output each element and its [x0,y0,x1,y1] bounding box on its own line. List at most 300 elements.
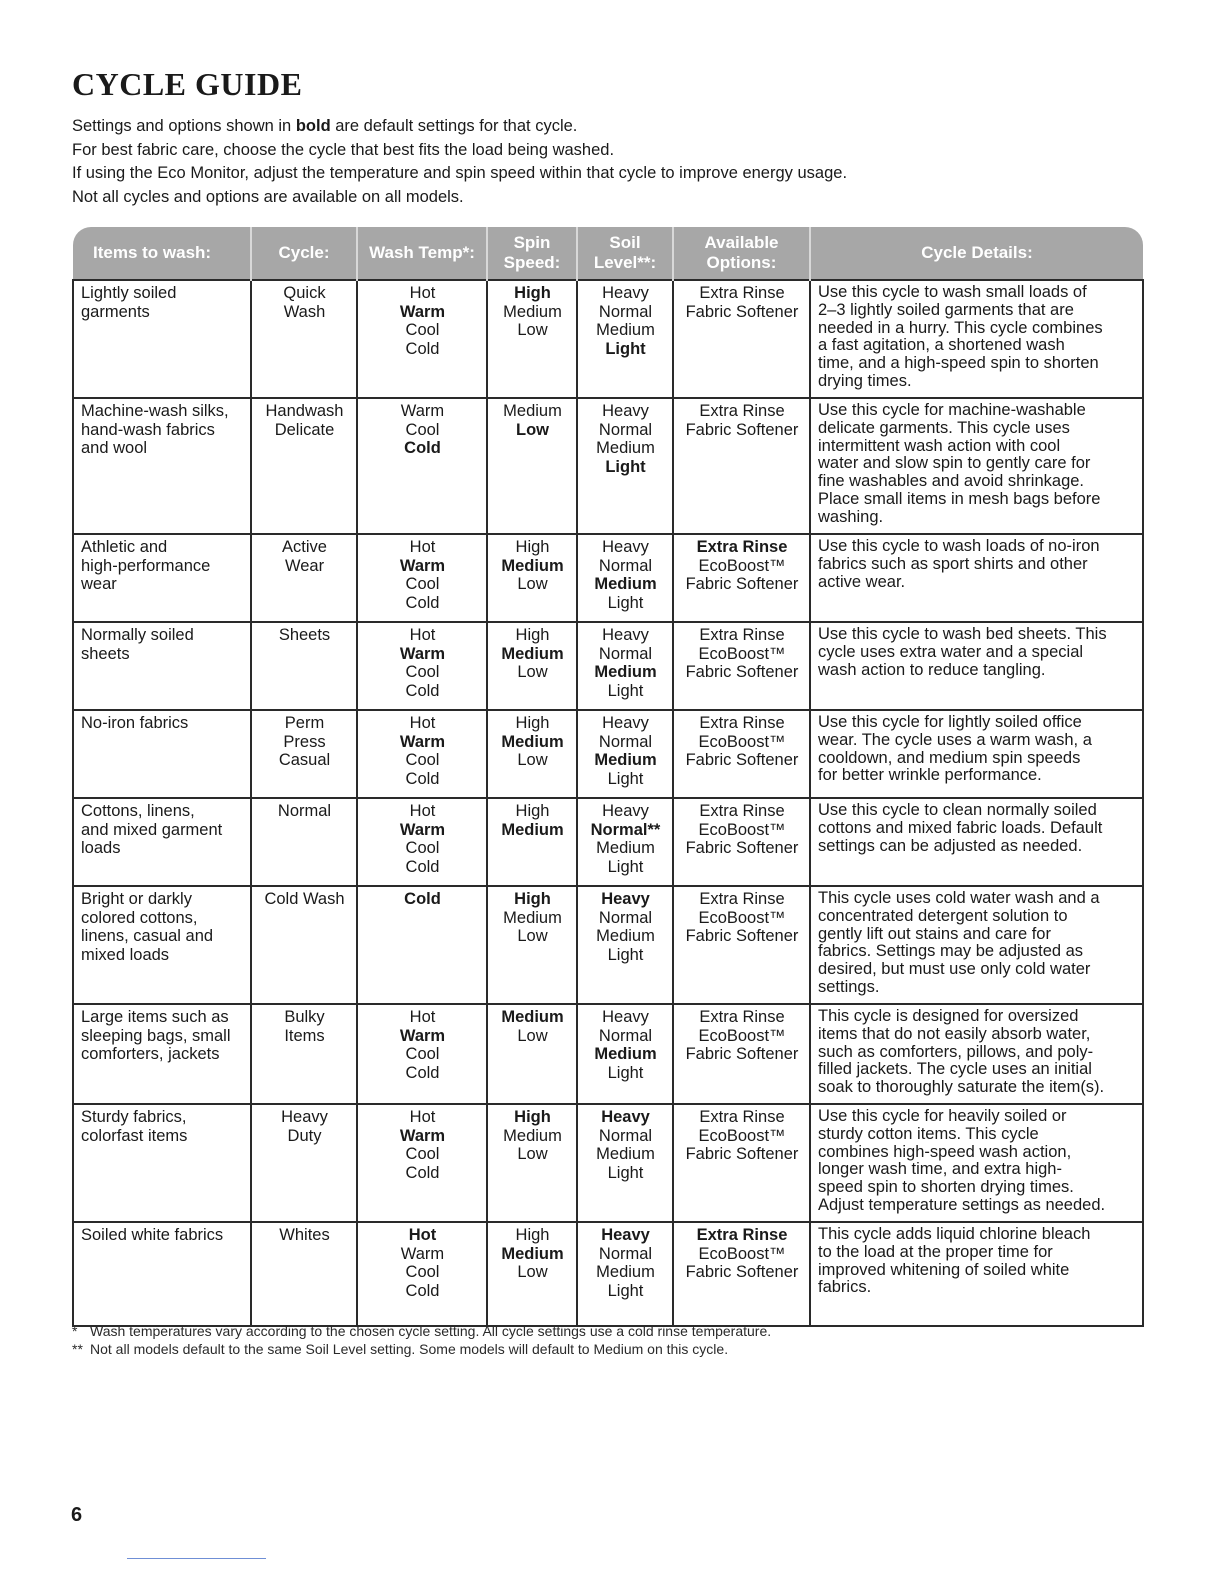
cell-line: Fabric Softener [685,1045,799,1063]
soil-level-cell [577,1004,673,1104]
cell-line: Medium [503,908,562,927]
cell-line: Light [607,945,644,964]
cell-line: Sheets [278,626,331,644]
cell-line: Medium [501,732,564,751]
cell-line: Extra Rinse [696,1226,788,1244]
details-cell [810,886,1143,1004]
table-row [73,798,1143,886]
cycle-cell [251,710,357,798]
cell-line: Duty [287,1126,322,1145]
spin-speed-cell [487,1004,577,1104]
cell-line: Cold [405,1281,440,1300]
cell-line: intermittent wash action with cool [818,436,1061,455]
cell-line: Extra Rinse [699,284,785,302]
cell-line: time, and a high-speed spin to shorten [818,354,1099,373]
table-row [73,622,1143,710]
options-cell [673,1222,810,1326]
cell-line: Fabric Softener [685,575,799,593]
table-row [73,1222,1143,1326]
cell-line: Heavy [601,1226,650,1244]
cell-line: Warm [399,644,446,663]
cell-line: Normal [598,556,653,575]
header-cycle-details: Cycle Details: [810,227,1143,280]
spin-speed-cell [487,534,577,622]
cell-line: high-performance [81,556,211,575]
items-cell [73,798,251,886]
cell-line: Fabric Softener [685,1145,799,1163]
cell-line: Medium [596,439,655,457]
cell-line: Extra Rinse [699,802,785,820]
cell-line: cooldown, and medium spin speeds [818,748,1081,767]
cycle-guide-table [72,227,1144,1327]
cell-line: Fabric Softener [685,420,799,439]
cell-line: Lightly soiled [81,284,177,302]
soil-level-cell [577,886,673,1004]
cell-line: Normal** [590,820,661,839]
cell-line: This cycle uses cold water wash and a [818,889,1100,907]
cell-line: Extra Rinse [699,402,785,420]
footnote [72,1322,771,1340]
cell-line: Low [517,927,548,945]
cell-line: gently lift out stains and care for [818,924,1051,943]
details-cell [810,280,1143,398]
cell-line: washing. [818,507,884,526]
cell-line: Delicate [274,420,335,439]
cell-line: items that do not easily absorb water, [818,1024,1091,1043]
items-cell [73,1004,251,1104]
cell-line: 2–3 lightly soiled garments that are [818,300,1074,319]
options-cell [673,710,810,798]
cell-line: Medium [501,644,564,663]
table-row [73,1004,1143,1104]
cell-line: Extra Rinse [699,714,785,732]
cell-line: Cool [405,751,440,769]
cell-line: sheets [81,644,130,663]
cell-line: Normal [598,1244,653,1263]
cell-line: Light [607,681,644,700]
header-items-to-wash: Items to wash: [73,227,251,280]
cell-line: Cold [405,857,440,876]
cell-line: Cold [405,1163,440,1182]
wash-temp-cell [357,886,487,1004]
cycle-cell [251,622,357,710]
cell-line: Heavy [602,402,649,420]
cell-line: fabrics. Settings may be adjusted as [818,942,1084,961]
cell-line: Cold [405,593,440,612]
cell-line: Medium [503,1126,562,1145]
cell-line: EcoBoost™ [698,1026,786,1045]
cell-line: EcoBoost™ [698,644,786,663]
cell-line: Low [517,1145,548,1163]
cell-line: Normally soiled [81,626,194,644]
cell-line: Heavy [602,538,649,556]
cell-line: Handwash [265,402,344,420]
cell-line: to the load at the proper time for [818,1242,1053,1261]
wash-temp-cell [357,398,487,534]
intro-text [72,115,847,209]
cell-line: Light [607,1281,644,1300]
footnote [72,1340,771,1358]
cell-line: Cold [404,439,441,457]
cell-line: Use this cycle to clean normally soiled [818,801,1097,819]
cell-line: Low [517,575,548,593]
cell-line: Cold [405,681,440,700]
cell-line: needed in a hurry. This cycle combines [818,318,1103,337]
spin-speed-cell [487,398,577,534]
cell-line: Active [282,538,327,556]
intro-line: Settings and options shown in bold are default settings for that cycle. [72,117,578,135]
cell-line: Normal [598,302,653,321]
cell-line: High [515,538,550,556]
table-row [73,398,1143,534]
cell-line: wear. The cycle uses a warm wash, a [818,730,1092,749]
cell-line: Heavy [602,802,649,820]
cell-line: Cool [405,321,440,339]
header-wash-temp: Wash Temp*: [357,227,487,280]
cell-line: Heavy [601,1108,650,1126]
cell-line: settings. [818,977,880,996]
cell-line: Medium [596,1263,655,1281]
cell-line: High [515,626,550,644]
intro-line: For best fabric care, choose the cycle that best fits the load being washed. [72,140,615,159]
soil-level-cell [577,280,673,398]
cell-line: Extra Rinse [696,538,788,556]
cell-line: Light [607,769,644,788]
cell-line: Fabric Softener [685,663,799,681]
cell-line: This cycle adds liquid chlorine bleach [818,1225,1091,1243]
wash-temp-cell [357,534,487,622]
cell-line: Heavy [602,284,649,302]
cell-line: Normal [277,802,332,820]
cell-line: Medium [501,820,564,839]
cell-line: Bright or darkly [81,890,192,908]
cell-line: EcoBoost™ [698,1244,786,1263]
cell-line: Wash [283,302,326,321]
cell-line: Warm [399,1126,446,1145]
cell-line: Low [517,751,548,769]
cell-line: sleeping bags, small [81,1026,231,1045]
soil-level-cell [577,1222,673,1326]
cell-line: Light [607,593,644,612]
cell-line: Light [605,457,646,476]
cell-line: Cold [405,769,440,788]
cell-line: wear [81,575,117,593]
table-body [73,280,1143,1326]
cell-line: wash action to reduce tangling. [818,660,1046,679]
spin-speed-cell [487,622,577,710]
options-cell [673,1104,810,1222]
header-spin-speed: Spin Speed: [487,227,577,280]
wash-temp-cell [357,622,487,710]
cell-line: cottons and mixed fabric loads. Default [818,818,1103,837]
cell-line: Normal [598,1026,653,1045]
cell-line: improved whitening of soiled white [818,1260,1070,1279]
cell-line: Medium [594,663,657,681]
cell-line: Machine-wash silks, [81,402,229,420]
cell-line: High [515,714,550,732]
cell-line: Hot [409,714,436,732]
wash-temp-cell [357,1222,487,1326]
cell-line: Light [605,339,646,358]
cell-line: Soiled white fabrics [81,1226,224,1244]
details-cell [810,710,1143,798]
cell-line: Adjust temperature settings as needed. [818,1195,1106,1214]
cell-line: EcoBoost™ [698,820,786,839]
cycle-cell [251,534,357,622]
cell-line: Wear [284,556,325,575]
options-cell [673,886,810,1004]
cell-line: Hot [409,1108,436,1126]
options-cell [673,280,810,398]
cell-line: Low [517,1263,548,1281]
cell-line: active wear. [818,572,906,591]
details-cell [810,1004,1143,1104]
footer-rule [127,1558,266,1559]
cell-line: Cold Wash [264,890,345,908]
cell-line: and wool [81,439,148,457]
cell-line: Light [607,1163,644,1182]
cell-line: Heavy [602,1008,649,1026]
soil-level-cell [577,622,673,710]
cell-line: Light [607,857,644,876]
intro-line: Not all cycles and options are available on all models. [72,187,464,206]
intro-line: If using the Eco Monitor, adjust the temperature and spin speed within that cycle to improve energy usage. [72,164,848,182]
cell-line: Medium [596,927,655,945]
table-row [73,534,1143,622]
cell-line: Medium [596,1145,655,1163]
cell-line: water and slow spin to gently care for [818,454,1091,473]
cell-line: fine washables and avoid shrinkage. [818,472,1085,491]
wash-temp-cell [357,1004,487,1104]
cell-line: speed spin to shorten drying times. [818,1178,1074,1197]
cell-line: Hot [409,626,436,644]
cell-line: Heavy [281,1108,328,1126]
cell-line: Extra Rinse [699,626,785,644]
cell-line: Extra Rinse [699,1008,785,1026]
cell-line: longer wash time, and extra high- [818,1160,1062,1179]
items-cell [73,886,251,1004]
soil-level-cell [577,798,673,886]
cell-line: Use this cycle for machine-washable [818,401,1086,419]
cell-line: Cold [405,339,440,358]
spin-speed-cell [487,710,577,798]
cell-line: Heavy [602,714,649,732]
cycle-cell [251,886,357,1004]
cell-line: Normal [598,1126,653,1145]
header-cycle: Cycle: [251,227,357,280]
cell-line: Cold [405,1063,440,1082]
cell-line: Warm [400,1244,445,1263]
cell-line: Medium [501,1008,564,1026]
cell-line: Medium [503,402,562,420]
cycle-cell [251,280,357,398]
header-soil-level: Soil Level**: [577,227,673,280]
details-cell [810,398,1143,534]
soil-level-cell [577,398,673,534]
spin-speed-cell [487,1222,577,1326]
cell-line: Normal [598,908,653,927]
cell-line: Bulky [284,1008,325,1026]
cell-line: loads [81,839,121,857]
options-cell [673,534,810,622]
cell-line: Normal [598,644,653,663]
cycle-cell [251,398,357,534]
cell-line: comforters, jackets [81,1045,220,1063]
cell-line: delicate garments. This cycle uses [818,418,1070,437]
spin-speed-cell [487,798,577,886]
cell-line: Cool [405,1263,440,1281]
cell-line: Warm [399,556,446,575]
footnote-text: Not all models default to the same Soil Level setting. Some models will default to Medium on this cycle. [90,1341,729,1357]
cell-line: linens, casual and [81,927,214,945]
page-number: 6 [71,1504,83,1526]
cell-line: EcoBoost™ [698,732,786,751]
cell-line: Fabric Softener [685,839,799,857]
options-cell [673,1004,810,1104]
spin-speed-cell [487,1104,577,1222]
details-cell [810,1104,1143,1222]
soil-level-cell [577,1104,673,1222]
header-available-options: Available Options: [673,227,810,280]
cell-line: Use this cycle for heavily soiled or [818,1107,1067,1125]
cell-line: No-iron fabrics [81,714,189,732]
cell-line: Use this cycle to wash bed sheets. This [818,625,1107,643]
cell-line: Large items such as [81,1008,229,1026]
spin-speed-cell [487,886,577,1004]
cell-line: Medium [501,556,564,575]
cell-line: Cottons, linens, [81,802,195,820]
cell-line: Medium [501,1244,564,1263]
cell-line: Medium [594,751,657,769]
footnote-text: Wash temperatures vary according to the chosen cycle setting. All cycle settings use a cold rinse temperature. [90,1323,772,1339]
cycle-cell [251,1222,357,1326]
cell-line: colorfast items [81,1126,188,1145]
items-cell [73,710,251,798]
soil-level-cell [577,534,673,622]
cell-line: This cycle is designed for oversized [818,1007,1079,1025]
cell-line: Athletic and [81,538,168,556]
cell-line: Heavy [602,626,649,644]
options-cell [673,398,810,534]
cell-line: Fabric Softener [685,1263,799,1281]
cell-line: fabrics. [818,1278,872,1297]
wash-temp-cell [357,710,487,798]
cell-line: Hot [409,802,436,820]
footnotes [72,1322,771,1358]
cell-line: Extra Rinse [699,1108,785,1126]
cell-line: Medium [596,839,655,857]
cell-line: EcoBoost™ [698,1126,786,1145]
cycle-cell [251,798,357,886]
cell-line: High [515,1226,550,1244]
cell-line: Warm [399,820,446,839]
cell-line: EcoBoost™ [698,556,786,575]
table-header-row [73,227,1143,280]
cell-line: concentrated detergent solution to [818,906,1068,925]
cell-line: Low [517,663,548,681]
cell-line: Extra Rinse [699,890,785,908]
spin-speed-cell [487,280,577,398]
cycle-cell [251,1004,357,1104]
cell-line: Warm [400,402,445,420]
details-cell [810,1222,1143,1326]
cell-line: fabrics such as sport shirts and other [818,554,1088,573]
cell-line: Medium [503,302,562,321]
cell-line: a fast agitation, a shortened wash [818,336,1065,355]
cell-line: Heavy [601,890,650,908]
table-row [73,280,1143,398]
cell-line: Sturdy fabrics, [81,1108,187,1126]
cell-line: Quick [283,284,326,302]
cell-line: colored cottons, [81,908,198,927]
cell-line: combines high-speed wash action, [818,1142,1072,1161]
table-row [73,710,1143,798]
items-cell [73,534,251,622]
wash-temp-cell [357,1104,487,1222]
cell-line: Cool [405,1045,440,1063]
cell-line: High [514,890,551,908]
cell-line: drying times. [818,371,912,390]
items-cell [73,1222,251,1326]
cell-line: for better wrinkle performance. [818,766,1042,785]
cell-line: Use this cycle to wash loads of no-iron [818,537,1100,555]
cell-line: Cool [405,1145,440,1163]
details-cell [810,534,1143,622]
cycle-cell [251,1104,357,1222]
cell-line: Warm [399,302,446,321]
cell-line: Hot [409,1008,436,1026]
items-cell [73,280,251,398]
cell-line: cycle uses extra water and a special [818,642,1084,661]
items-cell [73,622,251,710]
cell-line: Perm [284,714,325,732]
options-cell [673,622,810,710]
cell-line: EcoBoost™ [698,908,786,927]
cell-line: hand-wash fabrics [81,420,215,439]
footnote-mark: ** [72,1341,83,1357]
cell-line: Hot [409,538,436,556]
cell-line: Cool [405,575,440,593]
cell-line: Warm [399,732,446,751]
cell-line: Cold [404,890,441,908]
cell-line: mixed loads [81,945,170,964]
wash-temp-cell [357,798,487,886]
details-cell [810,622,1143,710]
cell-line: Items [284,1026,325,1045]
cell-line: Press [283,732,326,751]
footnote-mark: * [72,1323,78,1339]
cell-line: sturdy cotton items. This cycle [818,1124,1039,1143]
wash-temp-cell [357,280,487,398]
cell-line: Light [607,1063,644,1082]
cell-line: Normal [598,420,653,439]
soil-level-cell [577,710,673,798]
cell-line: such as comforters, pillows, and poly- [818,1042,1094,1061]
cell-line: settings can be adjusted as needed. [818,836,1083,855]
cell-line: Medium [594,1045,657,1063]
cell-line: Low [517,1026,548,1045]
cell-line: Medium [594,575,657,593]
cell-line: Medium [596,321,655,339]
cell-line: Normal [598,732,653,751]
cell-line: Casual [278,751,331,769]
cell-line: filled jackets. The cycle uses an initial [818,1060,1092,1079]
cell-line: Fabric Softener [685,751,799,769]
cell-line: and mixed garment [81,820,223,839]
cell-line: High [515,802,550,820]
cell-line: Place small items in mesh bags before [818,489,1101,508]
cell-line: High [514,1108,551,1126]
